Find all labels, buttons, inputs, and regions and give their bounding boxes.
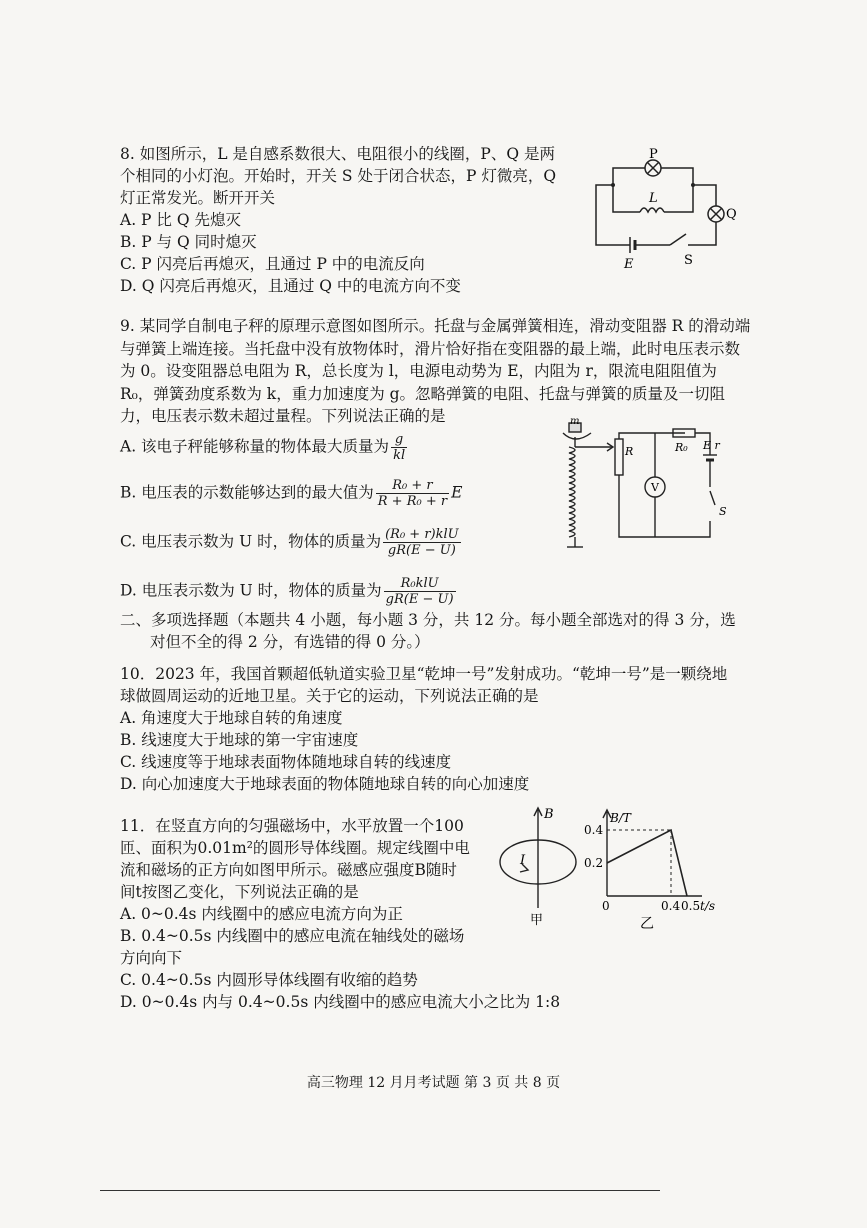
q11-option-a: A. 0~0.4s 内线圈中的感应电流方向为正 (120, 905, 403, 923)
q8-label-e: E (624, 257, 634, 272)
q8-option-c: C. P 闪亮后再熄灭，且通过 P 中的电流反向 (120, 255, 425, 273)
q11-label-yi: 乙 (640, 916, 654, 932)
q8-label-s: S (684, 253, 693, 268)
q8-option-d: D. Q 闪亮后再熄灭，且通过 Q 中的电流方向不变 (120, 277, 461, 295)
q11-bt-xtick-05: 0.5 (681, 899, 701, 913)
q9-label-r: R (625, 445, 634, 458)
q9-label-m: m (570, 416, 580, 427)
q8-circuit-diagram (588, 140, 748, 275)
q8-stem-line1: 8. 如图所示，L 是自感系数很大、电阻很小的线圈，P、Q 是两 (120, 145, 556, 163)
q8-label-p: P (649, 147, 658, 162)
q11-bt-xtick-04: 0.4 (661, 899, 681, 913)
q9-option-d-fraction (384, 576, 456, 607)
q9-option-b-fraction (376, 478, 449, 509)
q8-label-q: Q (726, 207, 737, 222)
q9-label-er: E r (703, 439, 720, 452)
q9-option-a (120, 432, 409, 463)
q11-coil-diagram (490, 800, 590, 930)
q9-label-r0: R₀ (675, 441, 688, 454)
q8-label-l: L (649, 191, 658, 206)
q11-bt-ylabel: B/T (610, 811, 631, 825)
q9-option-b-text: B. 电压表的示数能够达到的最大值为 (120, 483, 374, 502)
q9-fraction-c-num: (R₀ + r)klU (385, 527, 459, 542)
q9-option-c-text: C. 电压表示数为 U 时，物体的质量为 (120, 532, 382, 551)
q11-label-b: B (544, 807, 554, 822)
q11-stem-line1: 11．在竖直方向的匀强磁场中，水平放置一个100 (120, 817, 464, 835)
q9-fraction-d-num: R₀klU (384, 576, 456, 592)
q11-bt-chart (580, 800, 725, 935)
q10-stem-line2: 球做圆周运动的近地卫星。关于它的运动，下列说法正确的是 (120, 687, 539, 705)
q9-option-b-tail: E (451, 483, 463, 502)
q9-fraction-b-num: R₀ + r (376, 478, 449, 494)
q9-fraction-d-den: gR(E − U) (385, 592, 454, 607)
section2-title-line1: 二、多项选择题（本题共 4 小题，每小题 3 分，共 12 分。每小题全部选对的得 3 分，选 (120, 611, 736, 629)
q11-label-i: I (520, 853, 526, 868)
q11-bt-ytick-04: 0.4 (584, 823, 604, 837)
q8-option-b: B. P 与 Q 同时熄灭 (120, 233, 257, 251)
q11-bt-xlabel: t/s (700, 899, 716, 913)
q9-option-b (120, 478, 462, 509)
q9-option-a-text: A. 该电子秤能够称量的物体最大质量为 (120, 437, 390, 456)
q11-label-jia: 甲 (530, 913, 544, 928)
q9-option-d-text: D. 电压表示数为 U 时，物体的质量为 (120, 581, 382, 600)
q9-option-c-fraction (383, 527, 461, 558)
q9-label-v: V (651, 481, 659, 494)
q11-bt-series-line (607, 830, 687, 896)
q9-fraction-a-den: kl (393, 448, 406, 463)
q10-option-b: B. 线速度大于地球的第一宇宙速度 (120, 731, 359, 749)
q9-option-d (120, 576, 458, 607)
q11-bt-ytick-02: 0.2 (584, 856, 604, 870)
q11-option-b: B. 0.4~0.5s 内线圈中的感应电流在轴线处的磁场 (120, 927, 465, 945)
q10-option-c: C. 线速度等于地球表面物体随地球自转的线速度 (120, 753, 452, 771)
q11-stem-line3: 流和磁场的正方向如图甲所示。磁感应强度B随时 (120, 861, 457, 879)
q10-stem-line1: 10．2023 年，我国首颗超低轨道实验卫星“乾坤一号”发射成功。“乾坤一号”是一颗绕地 (120, 665, 728, 683)
q8-stem-line2: 个相同的小灯泡。开始时，开关 S 处于闭合状态，P 灯微亮，Q (120, 167, 557, 185)
q11-stem-line2: 匝、面积为0.01m²的圆形导体线圈。规定线圈中电 (120, 839, 470, 857)
q11-stem-line4: 间t按图乙变化，下列说法正确的是 (120, 883, 359, 901)
section2-title-line2: 对但不全的得 2 分，有选错的得 0 分。） (150, 633, 430, 651)
q9-fraction-a-num: g (391, 432, 407, 448)
page-footer: 高三物理 12 月月考试题 第 3 页 共 8 页 (306, 1075, 561, 1091)
q11-option-c: C. 0.4~0.5s 内圆形导体线圈有收缩的趋势 (120, 971, 418, 989)
bottom-rule (100, 1190, 660, 1191)
q11-option-b-cont: 方向向下 (120, 949, 183, 967)
q11-bt-xtick-0: 0 (602, 899, 610, 913)
q10-option-a: A. 角速度大于地球自转的角速度 (120, 709, 343, 727)
q9-stem: 9. 某同学自制电子秤的原理示意图如图所示。托盘与金属弹簧相连，滑动变阻器 R 的滑动端与弹簧上端连接。当托盘中没有放物体时，滑片恰好指在变阻器的最上端，此时电压表示数为 0。设变阻器总电阻为 R，总长度为 l，电源电动势为 E，内阻为 r，限流电阻阻值为 R₀，弹簧劲度系数为 k，重力加速度为 g。忽略弹簧的电阻、托盘与弹簧的质量及一切阻力，电压表示数未超过量程。下列说法正确的是 (120, 317, 751, 425)
q8-option-a: A. P 比 Q 先熄灭 (120, 211, 241, 229)
q9-scale-circuit-diagram (555, 416, 740, 555)
q9-option-c (120, 527, 463, 558)
q9-option-a-fraction (391, 432, 407, 463)
q11-option-d: D. 0~0.4s 内与 0.4~0.5s 内线圈中的感应电流大小之比为 1:8 (120, 993, 561, 1011)
q9-label-s: S (719, 505, 727, 518)
q9-fraction-c-den: gR(E − U) (387, 543, 456, 558)
q11-bt-guide-lines (607, 830, 671, 896)
q10-option-d: D. 向心加速度大于地球表面的物体随地球自转的向心加速度 (120, 775, 530, 793)
q9-fraction-b-den: R + R₀ + r (377, 494, 448, 509)
q8-stem-line3: 灯正常发光。断开开关 (120, 189, 276, 207)
